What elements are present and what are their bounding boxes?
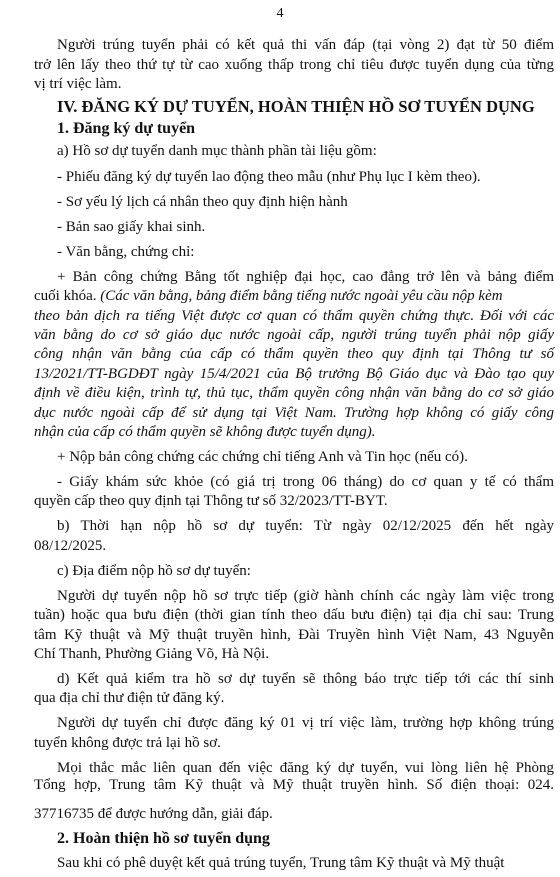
paragraph-line: trở lên lấy theo thứ tự từ cao xuống thấp trong chỉ tiêu được tuyển dụng của từng — [34, 56, 554, 73]
list-item: - Giấy khám sức khỏe (có giá trị trong 06 tháng) do cơ quan y tế có thẩm — [57, 474, 554, 490]
list-item: - Văn bằng, chứng chỉ: — [57, 243, 195, 260]
paragraph-line: Người dự tuyển nộp hồ sơ trực tiếp (giờ hành chính các ngày làm việc trong — [57, 587, 554, 604]
subsection-heading: 1. Đăng ký dự tuyển — [57, 119, 196, 137]
paragraph-line: tuyển không được trả lại hồ sơ. — [34, 734, 221, 751]
paragraph-line: tâm Kỹ thuật và Mỹ thuật truyền hình, Đài Truyền hình Việt Nam, 43 Nguyễn — [34, 626, 554, 643]
italic-note-line: 13/2021/TT-BGDĐT ngày 15/4/2021 của Bộ trưởng Bộ Giáo dục và Đào tạo quy — [34, 365, 554, 382]
paragraph-line: Chí Thanh, Phường Giảng Võ, Hà Nội. — [34, 646, 270, 663]
paragraph-line: a) Hồ sơ dự tuyển danh mục thành phần tài liệu gồm: — [57, 142, 377, 159]
paragraph-line: Người dự tuyển chỉ được đăng ký 01 vị trí việc làm, trường hợp không trúng — [57, 715, 554, 732]
paragraph-line: b) Thời hạn nộp hồ sơ dự tuyển: Từ ngày 02/12/2025 đến hết ngày — [57, 518, 554, 535]
section-heading: IV. ĐĂNG KÝ DỰ TUYỂN, HOÀN THIỆN HỒ SƠ TUYỂN DỤNG — [57, 96, 535, 116]
list-item: - Sơ yếu lý lịch cá nhân theo quy định hiện hành — [57, 193, 348, 210]
paragraph-line: 37716735 để được hướng dẫn, giải đáp. — [34, 806, 273, 822]
list-item: - Bản sao giấy khai sinh. — [57, 218, 206, 235]
paragraph-line: Mọi thắc mắc liên quan đến việc đăng ký dự tuyển, vui lòng liên hệ Phòng — [57, 759, 554, 776]
italic-note-line: định về điều kiện, trình tự, thủ tục, thẩm quyền công nhận văn bằng do cơ sở giáo — [34, 385, 554, 402]
italic-note-line: công nhận văn bằng của cấp có thẩm quyền theo quy định tại Thông tư số — [34, 346, 554, 363]
page-number: 4 — [276, 6, 284, 21]
italic-note-line: theo bản dịch ra tiếng Việt được cơ quan có thẩm quyền chứng thực. Đối với các — [34, 307, 554, 324]
italic-note-line: dục nước ngoài cấp để sử dụng tại Việt Nam. Trường hợp không có giấy công — [34, 404, 554, 421]
paragraph-line: c) Địa điểm nộp hồ sơ dự tuyển: — [57, 562, 251, 579]
italic-note-line: văn bằng do cơ sở giáo dục nước ngoài cấp, người trúng tuyển phải nộp giấy — [34, 326, 554, 343]
paragraph-line — [34, 288, 503, 305]
subsection-heading: 2. Hoàn thiện hồ sơ tuyển dụng — [57, 830, 270, 847]
list-item: - Phiếu đăng ký dự tuyển lao động theo mẫu (như Phụ lục I kèm theo). — [57, 168, 481, 185]
paragraph-line: vị trí việc làm. — [34, 76, 122, 93]
italic-note: (Các văn bằng, bảng điểm bằng tiếng nước ngoài yêu cầu nộp kèm — [100, 288, 503, 305]
list-item: + Nộp bản công chứng các chứng chỉ tiếng Anh và Tin học (nếu có). — [57, 449, 468, 466]
list-item: + Bản công chứng Bằng tốt nghiệp đại học, cao đẳng trở lên và bảng điểm — [57, 268, 554, 285]
paragraph-line: qua địa chỉ thư điện tử đăng ký. — [34, 690, 225, 707]
paragraph-line: tuần) hoặc qua bưu điện (thời gian tính theo dấu bưu điện) tại địa chỉ sau: Trung — [34, 607, 554, 624]
italic-note-line: nhận của cấp có thẩm quyền sẽ không được tuyển dụng). — [34, 424, 376, 441]
paragraph-line: Người trúng tuyển phải có kết quả thi vấn đáp (tại vòng 2) đạt từ 50 điểm — [57, 37, 554, 54]
text-fragment: cuối khóa. — [34, 288, 97, 305]
paragraph-line: Sau khi có phê duyệt kết quả trúng tuyển, Trung tâm Kỹ thuật và Mỹ thuật — [57, 855, 505, 871]
paragraph-line: d) Kết quả kiểm tra hồ sơ dự tuyển sẽ thông báo trực tiếp tới các thí sinh — [57, 671, 554, 688]
paragraph-line: quyền cấp theo quy định tại Thông tư số 32/2023/TT-BYT. — [34, 493, 388, 510]
paragraph-line: Tổng hợp, Trung tâm Kỹ thuật và Mỹ thuật truyền hình. Số điện thoại: 024. — [34, 777, 554, 794]
paragraph-line: 08/12/2025. — [34, 537, 107, 554]
